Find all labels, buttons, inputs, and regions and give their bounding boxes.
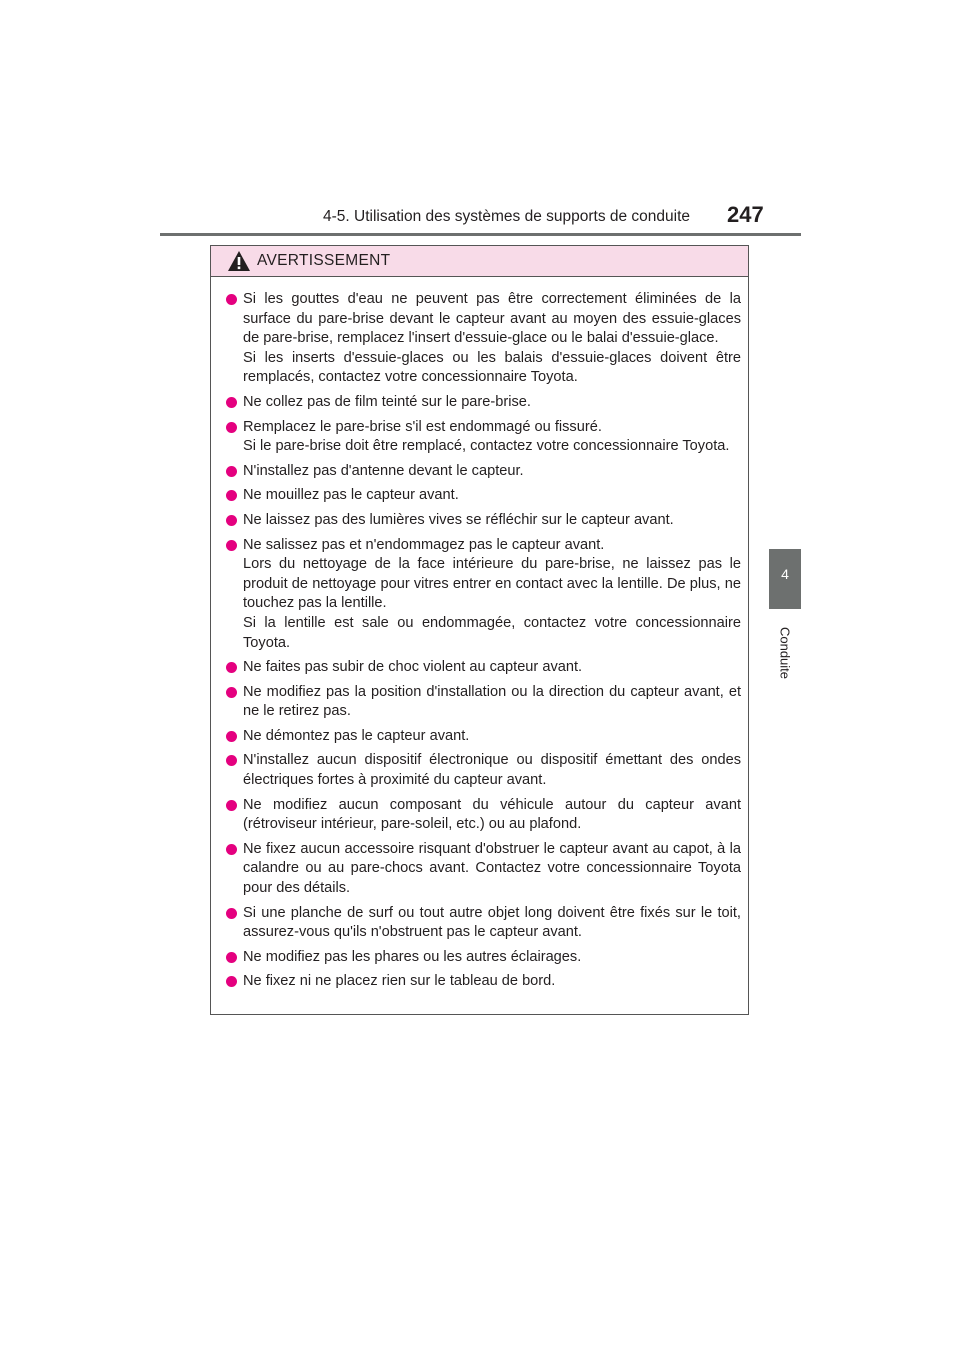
warning-item-text: Si le pare-brise doit être remplacé, contactez votre concessionnaire Toyota. [243,438,730,455]
warning-item-text: N'installez aucun dispositif électronique ou dispositif émettant des ondes électriques fortes à proximité du capteur avant. [243,752,741,789]
chapter-label-text: Conduite [777,626,793,680]
warning-item-text: N'installez pas d'antenne devant le capteur. [243,462,524,479]
bullet-icon [226,952,237,963]
bullet-icon [226,800,237,811]
warning-item [243,290,741,388]
warning-item-text: Si les gouttes d'eau ne peuvent pas être correctement éliminées de la surface du pare-brise devant le capteur avant au moyen des essuie-glaces de pare-brise, remplacez l'insert d'essuie-glace ou le balai d'essuie-glace. [243,291,741,347]
bullet-icon [226,844,237,855]
bullet-icon [226,466,237,477]
bullet-icon [226,908,237,919]
bullet-icon [226,687,237,698]
bullet-icon [226,731,237,742]
warning-item [243,840,741,899]
warning-item-text: Ne laissez pas des lumières vives se réfléchir sur le capteur avant. [243,511,674,528]
warning-item [243,418,741,457]
warning-item [243,972,741,992]
warning-item-text: Ne fixez ni ne placez rien sur le tableau de bord. [243,973,556,990]
warning-item [243,486,741,506]
warning-item-text: Remplacez le pare-brise s'il est endommagé ou fissuré. [243,418,602,435]
warning-item [243,393,741,413]
warning-item [243,658,741,678]
warning-item-text: Ne salissez pas et n'endommagez pas le capteur avant. [243,536,605,553]
warning-item-text: Ne mouillez pas le capteur avant. [243,487,459,504]
bullet-icon [226,662,237,673]
warning-header [211,246,748,277]
bullet-icon [226,422,237,433]
warning-item-text: Lors du nettoyage de la face intérieure du pare-brise, ne laissez pas le produit de nettoyage pour vitres entrer en contact avec la lentille. De plus, ne touchez pas la lentille. [243,556,741,612]
warning-item-text: Si les inserts d'essuie-glaces ou les balais d'essuie-glaces doivent être remplacés, contactez votre concessionnaire Toyota. [243,349,741,386]
warning-item-text: Ne modifiez pas les phares ou les autres éclairages. [243,948,582,965]
warning-item [243,904,741,943]
chapter-tab-number: 4 [781,566,789,582]
warning-item-text: Ne modifiez aucun composant du véhicule autour du capteur avant (rétroviseur intérieur, pare-soleil, etc.) ou au plafond. [243,796,741,833]
warning-item-text: Ne faites pas subir de choc violent au capteur avant. [243,659,583,676]
warning-item-text: Si une planche de surf ou tout autre objet long doivent être fixés sur le toit, assurez-vous qu'ils n'obstruent pas le capteur avant. [243,904,741,941]
warning-item-text: Ne fixez aucun accessoire risquant d'obstruer le capteur avant au capot, à la calandre ou au pare-chocs avant. Contactez votre concessionnaire Toyota pour des détails. [243,840,741,897]
warning-item [243,536,741,654]
bullet-icon [226,490,237,501]
page-number: 247 [727,202,764,227]
warning-item-text: Ne collez pas de film teinté sur le pare-brise. [243,393,531,410]
bullet-icon [226,976,237,987]
header-divider [160,233,801,236]
chapter-tab [769,549,801,609]
warning-item [243,796,741,835]
warning-item-text: Ne démontez pas le capteur avant. [243,727,470,744]
warning-item [243,727,741,747]
warning-item [243,511,741,531]
warning-item-text: Ne modifiez pas la position d'installation ou la direction du capteur avant, et ne le retirez pas. [243,683,741,720]
warning-item [243,948,741,968]
warning-box [210,245,749,1015]
bullet-icon [226,755,237,766]
warning-list [211,277,748,992]
warning-title: AVERTISSEMENT [257,252,391,269]
chapter-label [770,618,800,688]
section-header: 4-5. Utilisation des systèmes de supports de conduite [323,208,691,225]
warning-item-text: Si la lentille est sale ou endommagée, contactez votre concessionnaire Toyota. [243,614,741,651]
warning-item [243,751,741,790]
warning-item [243,683,741,722]
bullet-icon [226,540,237,551]
bullet-icon [226,515,237,526]
bullet-icon [226,397,237,408]
warning-triangle-icon [227,250,251,272]
bullet-icon [226,294,237,305]
warning-item [243,462,741,482]
